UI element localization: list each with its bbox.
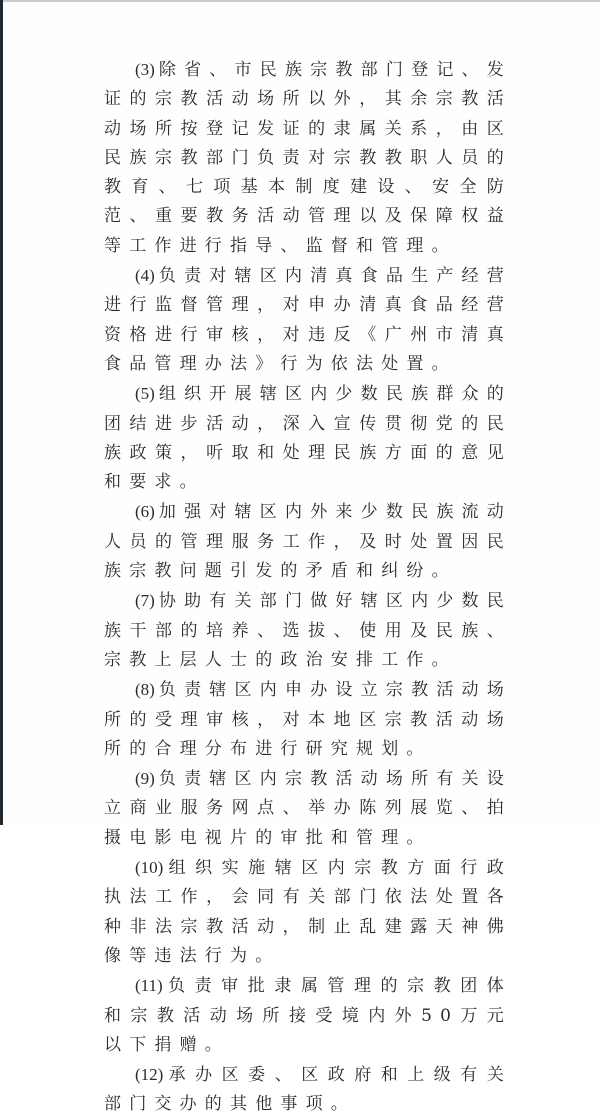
paragraph-number: (4): [135, 266, 155, 286]
paragraph-number: (5): [135, 384, 155, 404]
paragraph-text: 负责对辖区内清真食品生产经营进行监督管理，对申办清真食品经营资格进行审核，对违反《广州市清真食品管理办法》行为依法处置。: [104, 266, 512, 374]
paragraph-4: [104, 261, 512, 379]
paragraph-number: (3): [135, 60, 155, 79]
scan-top-edge: [0, 0, 600, 2]
paragraph-number: (8): [135, 680, 155, 700]
paragraph-text: 协助有关部门做好辖区内少数民族干部的培养、选拔、使用及民族、宗教上层人士的政治安排工作。: [104, 591, 512, 670]
paragraph-8: [104, 675, 512, 764]
paragraph-text: 加强对辖区内外来少数民族流动人员的管理服务工作，及时处置因民族宗教问题引发的矛盾和纠纷。: [104, 502, 512, 582]
paragraph-text: 除省、市民族宗教部门登记、发证的宗教活动场所以外，其余宗教活动场所按登记发证的隶属关系，由区民族宗教部门负责对宗教教职人员的教育、七项基本制度建设、安全防范、重要教务活动管理以及保障权益等工作进行指导、监督和管理。: [104, 60, 512, 256]
paragraph-12: [104, 1060, 512, 1120]
paragraph-text: 组织开展辖区内少数民族群众的团结进步活动，深入宣传贯彻党的民族政策，听取和处理民族方面的意见和要求。: [104, 384, 512, 493]
paragraph-number: (11): [135, 976, 163, 996]
paragraph-text: 组织实施辖区内宗教方面行政执法工作，会同有关部门依法处置各种非法宗教活动，制止乱建露天神佛像等违法行为。: [104, 858, 512, 966]
paragraph-text: 承办区委、区政府和上级有关部门交办的其他事项。: [104, 1065, 512, 1115]
paragraph-number: (6): [135, 502, 155, 522]
paragraph-number: (10): [135, 858, 164, 878]
paragraph-text: 负责辖区内宗教活动场所有关设立商业服务网点、举办陈列展览、拍摄电影电视片的审批和管理。: [104, 769, 512, 848]
paragraph-9: [104, 764, 512, 853]
scan-left-edge: [0, 0, 3, 825]
paragraph-11: [104, 971, 512, 1060]
document-body: [104, 55, 512, 1120]
paragraph-number: (12): [135, 1065, 164, 1085]
paragraph-text: 负责辖区内申办设立宗教活动场所的受理审核，对本地区宗教活动场所的合理分布进行研究规划。: [104, 680, 512, 759]
paragraph-3: [104, 55, 512, 261]
paragraph-10: [104, 853, 512, 971]
paragraph-text: 负责审批隶属管理的宗教团体和宗教活动场所接受境内外50万元以下捐赠。: [104, 976, 512, 1055]
paragraph-5: [104, 379, 512, 497]
paragraph-6: [104, 497, 512, 586]
paragraph-number: (7): [135, 591, 155, 611]
paragraph-7: [104, 586, 512, 675]
paragraph-number: (9): [135, 769, 155, 789]
